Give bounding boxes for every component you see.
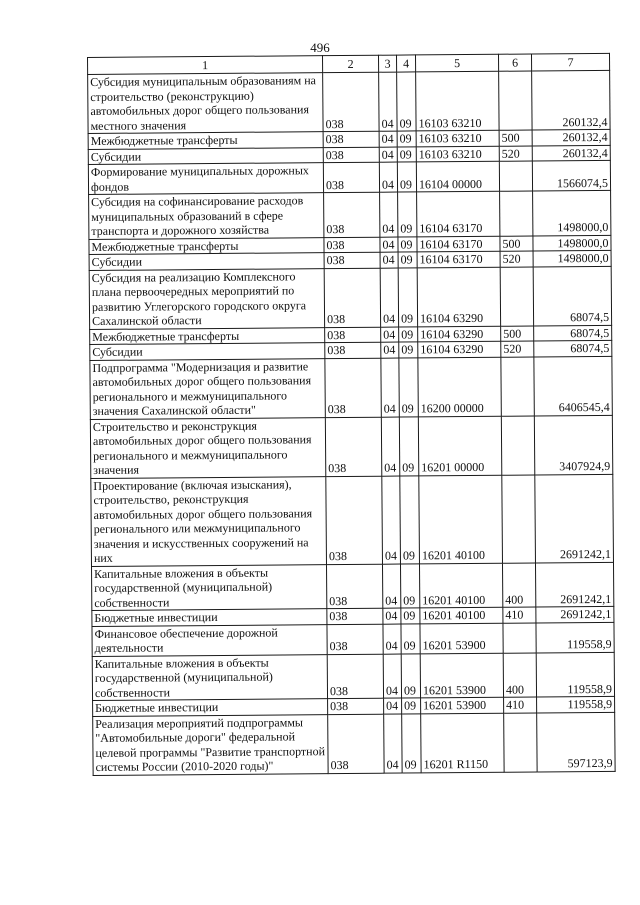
table-row (91, 562, 613, 611)
amount: 1498000,0 (533, 250, 611, 266)
section-code: 04 (380, 237, 398, 253)
column-header: 6 (498, 54, 531, 71)
table-row (89, 190, 611, 239)
column-header: 1 (88, 56, 323, 75)
expense-type (500, 267, 533, 326)
amount: 6406545,4 (534, 356, 612, 416)
expense-type: 500 (499, 130, 532, 146)
target-article: 16201 40100 (419, 563, 502, 608)
row-name: Реализация мероприятий подпрограммы "Автомобильные дороги" федеральной целевой программы "Развитие транспортной системы России (2010-2020 годы)" (93, 714, 328, 775)
column-header: 2 (322, 55, 378, 72)
ministry-code: 038 (327, 608, 383, 624)
expense-type (499, 71, 532, 130)
ministry-code: 038 (324, 192, 380, 237)
section-code: 04 (383, 624, 401, 654)
target-article: 16104 63290 (418, 341, 501, 357)
expense-type (501, 415, 534, 474)
row-name: Формирование муниципальных дорожных фондов (88, 163, 323, 195)
expense-type (500, 191, 533, 236)
subsection-code: 09 (400, 475, 420, 563)
row-name: Межбюджетные трансферты (88, 132, 323, 149)
target-article: 16103 63210 (416, 130, 499, 146)
subsection-code: 09 (397, 72, 416, 131)
section-code: 04 (380, 268, 398, 327)
table-row (91, 474, 614, 566)
subsection-code: 09 (399, 357, 418, 416)
amount: 119558,9 (536, 622, 614, 653)
section-code: 04 (382, 564, 400, 609)
target-article: 16201 53900 (420, 623, 503, 654)
subsection-code: 09 (399, 326, 418, 342)
row-name: Бюджетные инвестиции (92, 609, 327, 626)
row-name: Межбюджетные трансферты (89, 237, 324, 254)
table-body (88, 70, 615, 775)
subsection-code: 09 (398, 267, 417, 326)
section-code: 04 (379, 162, 397, 192)
ministry-code: 038 (323, 162, 379, 192)
row-name: Финансовое обеспечение дорожной деятельности (92, 624, 327, 656)
subsection-code: 09 (401, 608, 420, 624)
row-name: Межбюджетные трансферты (90, 327, 325, 344)
subsection-code: 09 (398, 236, 417, 252)
amount: 119558,9 (536, 652, 614, 697)
target-article: 16104 63170 (417, 236, 500, 252)
ministry-code: 038 (323, 72, 379, 131)
row-name: Субсидия на софинансирование расходов муниципальных образований в сфере транспорта и дорожного хозяйства (89, 193, 324, 239)
target-article: 16103 63210 (416, 146, 499, 162)
column-header: 4 (396, 55, 415, 72)
section-code: 04 (384, 714, 402, 773)
amount: 119558,9 (537, 696, 615, 712)
target-article: 16201 R1150 (421, 713, 504, 773)
section-code: 04 (381, 342, 399, 358)
section-code: 04 (383, 608, 401, 624)
expense-type: 400 (502, 562, 535, 607)
row-name: Подпрограмма "Модернизация и развитие автомобильных дорог общего пользования регионального и межмуниципального значения Сахалинской области" (90, 358, 325, 419)
row-name: Капитальные вложения в объекты государственной (муниципальной) собственности (92, 654, 327, 700)
section-code: 04 (383, 654, 401, 699)
target-article: 16201 40100 (419, 475, 503, 564)
subsection-code: 09 (399, 416, 418, 475)
target-article: 16200 00000 (418, 357, 501, 417)
expense-type: 500 (500, 236, 533, 252)
subsection-code: 09 (397, 146, 416, 162)
ministry-code: 038 (327, 654, 383, 699)
target-article: 16104 00000 (416, 161, 499, 192)
amount: 1498000,0 (533, 190, 611, 235)
row-name: Субсидия на реализацию Комплексного плана первоочередных мероприятий по развитию Углегорского городского округа Сахалинской области (89, 268, 324, 329)
amount: 68074,5 (534, 340, 612, 356)
column-header: 3 (378, 55, 396, 72)
table-row (92, 622, 614, 656)
ministry-code: 038 (324, 268, 380, 327)
expense-type (504, 712, 537, 771)
section-code: 04 (381, 358, 399, 417)
subsection-code: 09 (399, 342, 418, 358)
expense-type: 410 (503, 607, 536, 623)
expense-type (503, 622, 536, 652)
section-code: 04 (382, 476, 401, 564)
ministry-code: 038 (325, 417, 381, 476)
ministry-code: 038 (328, 714, 384, 773)
table-row (89, 266, 611, 329)
expense-type (502, 474, 536, 562)
expense-type: 520 (500, 251, 533, 267)
column-header: 5 (415, 54, 498, 72)
column-header: 7 (531, 53, 609, 71)
amount: 3407924,9 (534, 415, 612, 475)
table-row (88, 160, 610, 194)
ministry-code: 038 (323, 147, 379, 163)
expense-type: 520 (501, 341, 534, 357)
table-row (92, 652, 614, 701)
subsection-code: 09 (397, 131, 416, 147)
ministry-code: 038 (325, 358, 381, 417)
row-name: Субсидии (89, 253, 324, 270)
row-name: Капитальные вложения в объекты государственной (муниципальной) собственности (91, 564, 326, 610)
expense-type (501, 356, 534, 415)
budget-table (87, 53, 616, 776)
target-article: 16104 63170 (417, 251, 500, 267)
amount: 260132,4 (532, 70, 610, 130)
ministry-code: 038 (324, 252, 380, 268)
subsection-code: 09 (402, 713, 421, 772)
amount: 68074,5 (533, 266, 611, 326)
ministry-code: 038 (324, 237, 380, 253)
ministry-code: 038 (328, 698, 384, 714)
expense-type: 410 (504, 697, 537, 713)
amount: 260132,4 (532, 145, 610, 161)
row-name: Субсидии (90, 343, 325, 360)
ministry-code: 038 (325, 342, 381, 358)
subsection-code: 09 (398, 192, 417, 237)
amount: 260132,4 (532, 129, 610, 145)
ministry-code: 038 (326, 476, 383, 564)
page-number: 496 (310, 40, 330, 55)
ministry-code: 038 (327, 624, 383, 654)
table-row (93, 712, 615, 775)
amount: 597123,9 (537, 712, 615, 772)
table-row (90, 356, 612, 419)
amount: 1566074,5 (532, 160, 610, 191)
row-name: Бюджетные инвестиции (93, 699, 328, 716)
expense-type: 520 (499, 146, 532, 162)
section-code: 04 (379, 72, 397, 131)
section-code: 04 (381, 327, 399, 343)
target-article: 16104 63290 (417, 267, 500, 327)
amount: 2691242,1 (535, 474, 614, 563)
section-code: 04 (379, 131, 397, 147)
target-article: 16104 63290 (418, 326, 501, 342)
target-article: 16201 00000 (418, 416, 501, 476)
expense-type: 500 (501, 326, 534, 342)
amount: 68074,5 (534, 325, 612, 341)
expense-type: 400 (503, 652, 536, 697)
target-article: 16104 63170 (417, 191, 500, 236)
subsection-code: 09 (402, 698, 421, 714)
target-article: 16201 40100 (420, 607, 503, 623)
section-code: 04 (380, 252, 398, 268)
subsection-code: 09 (397, 162, 416, 192)
subsection-code: 09 (401, 623, 420, 653)
amount: 2691242,1 (535, 562, 613, 607)
expense-type (499, 161, 532, 191)
row-name: Проектирование (включая изыскания), строительство, реконструкция автомобильных дорог общего пользования регионального или межмуниципального значения и искусственных сооружений на них (91, 476, 327, 566)
ministry-code: 038 (323, 131, 379, 147)
row-name: Строительство и реконструкция автомобильных дорог общего пользования регионального и межмуниципального значения (90, 417, 325, 478)
target-article: 16201 53900 (421, 697, 504, 713)
ministry-code: 038 (326, 564, 382, 609)
target-article: 16201 53900 (420, 653, 503, 698)
section-code: 04 (379, 147, 397, 163)
table-row (88, 70, 610, 133)
row-name: Субсидии (88, 147, 323, 164)
section-code: 04 (384, 698, 402, 714)
amount: 2691242,1 (536, 606, 614, 622)
subsection-code: 09 (398, 252, 417, 268)
section-code: 04 (380, 192, 398, 237)
table-row (90, 415, 612, 478)
subsection-code: 09 (401, 653, 420, 698)
target-article: 16103 63210 (416, 71, 499, 131)
ministry-code: 038 (325, 327, 381, 343)
amount: 1498000,0 (533, 235, 611, 251)
subsection-code: 09 (400, 563, 419, 608)
row-name: Субсидия муниципальным образованиям на строительство (реконструкцию) автомобильных дорог общего пользования местного значения (88, 73, 323, 134)
section-code: 04 (381, 417, 399, 476)
